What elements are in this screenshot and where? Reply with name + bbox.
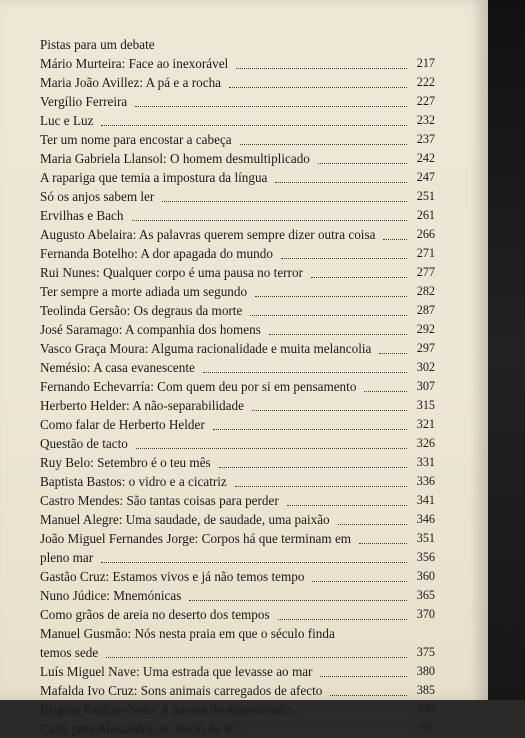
toc-leader bbox=[219, 467, 407, 468]
toc-leader bbox=[189, 600, 407, 601]
toc-entry bbox=[40, 529, 435, 548]
toc-entry bbox=[40, 339, 435, 358]
toc-title: Brigitte Paulino-Neto: A âncora de misericórdia bbox=[40, 702, 293, 717]
toc-title: João Miguel Fernandes Jorge: Corpos há que terminam em bbox=[40, 531, 352, 546]
toc-title: Como grãos de areia no deserto dos tempos bbox=[40, 607, 270, 622]
toc-leader bbox=[106, 657, 407, 658]
toc-leader bbox=[136, 448, 407, 449]
toc-title: Maria João Avillez: A pá e a rocha bbox=[40, 75, 222, 90]
toc-leader bbox=[359, 543, 407, 544]
toc-leader bbox=[101, 125, 407, 126]
toc-leader bbox=[235, 486, 407, 487]
toc-entry bbox=[40, 187, 435, 206]
toc-page-number: 365 bbox=[416, 588, 435, 602]
toc-title: Como falar de Herberto Helder bbox=[40, 417, 205, 432]
toc-entry bbox=[40, 301, 435, 320]
toc-entry bbox=[40, 415, 435, 434]
toc-leader bbox=[383, 239, 407, 240]
toc-page-number: 261 bbox=[416, 208, 435, 222]
toc-title: Fernando Echevarría: Com quem deu por si em pensamento bbox=[40, 379, 357, 394]
toc-title: Castro Mendes: São tantas coisas para perder bbox=[40, 493, 279, 508]
toc-leader bbox=[311, 277, 407, 278]
toc-page-number: 247 bbox=[416, 170, 435, 184]
toc-page-number: 237 bbox=[416, 132, 435, 146]
toc-leader bbox=[162, 201, 407, 202]
toc-leader bbox=[320, 676, 407, 677]
toc-entry bbox=[40, 358, 435, 377]
toc-leader bbox=[250, 315, 407, 316]
toc-title: Nemésio: A casa evanescente bbox=[40, 360, 195, 375]
toc-title: Teolinda Gersão: Os degraus da morte bbox=[40, 303, 243, 318]
toc-page-number: 380 bbox=[416, 664, 435, 678]
toc-leader bbox=[255, 296, 407, 297]
toc-title: Maria Gabriela Llansol: O homem desmultiplicado bbox=[40, 151, 310, 166]
toc-title: Manuel Gusmão: Nós nesta praia em que o século finda bbox=[40, 626, 335, 641]
toc-title: Ervilhas e Bach bbox=[40, 208, 124, 223]
toc-leader bbox=[245, 733, 407, 734]
toc-entry bbox=[40, 111, 435, 130]
toc-page-number: 227 bbox=[416, 94, 435, 108]
toc-title: pleno mar bbox=[40, 550, 94, 565]
toc-title: Ter sempre a morte adiada um segundo bbox=[40, 284, 248, 299]
toc-leader bbox=[236, 68, 407, 69]
toc-page-number: 385 bbox=[416, 683, 435, 697]
toc-page-number: 232 bbox=[416, 113, 435, 127]
toc-entry bbox=[40, 491, 435, 510]
toc-title: temos sede bbox=[40, 645, 99, 660]
toc-page-number: 321 bbox=[416, 417, 435, 431]
toc-entry bbox=[40, 662, 435, 681]
toc-page-number: 375 bbox=[416, 645, 435, 659]
toc-title: A rapariga que temia a impostura da língua bbox=[40, 170, 268, 185]
toc-entry bbox=[40, 54, 435, 73]
toc-title: Gastão Cruz: Estamos vivos e já não temos tempo bbox=[40, 569, 305, 584]
toc-entry bbox=[40, 700, 435, 719]
toc-page-number: 302 bbox=[416, 360, 435, 374]
toc-entry bbox=[40, 472, 435, 491]
toc-title: Vasco Graça Moura: Alguma racionalidade e muita melancolia bbox=[40, 341, 372, 356]
toc-page-number: 277 bbox=[416, 265, 435, 279]
toc-page-number: 287 bbox=[416, 303, 435, 317]
toc-entry bbox=[40, 377, 435, 396]
toc-entry bbox=[40, 605, 435, 624]
toc-leader bbox=[269, 334, 407, 335]
toc-page-number: 390 bbox=[416, 702, 435, 716]
toc-title: José Saramago: A companhia dos homens bbox=[40, 322, 261, 337]
toc-entry bbox=[40, 586, 435, 605]
toc-entry bbox=[40, 320, 435, 339]
background-edge bbox=[488, 0, 525, 700]
toc-entry bbox=[40, 681, 435, 700]
toc-title: Ruy Belo: Setembro é o teu mês bbox=[40, 455, 211, 470]
toc-leader bbox=[278, 619, 407, 620]
toc-entry bbox=[40, 719, 435, 738]
toc-leader bbox=[240, 144, 407, 145]
toc-leader bbox=[252, 410, 407, 411]
toc-entry bbox=[40, 643, 435, 662]
toc-page-number: 356 bbox=[416, 550, 435, 564]
toc-title: Augusto Abelaira: As palavras querem sempre dizer outra coisa bbox=[40, 227, 376, 242]
toc-leader bbox=[229, 87, 407, 88]
toc-entry bbox=[40, 567, 435, 586]
toc-entry bbox=[40, 453, 435, 472]
toc-leader bbox=[312, 581, 407, 582]
toc-page-number: 370 bbox=[416, 607, 435, 621]
toc-leader bbox=[275, 182, 407, 183]
toc-page-number: 336 bbox=[416, 474, 435, 488]
toc-page-number: 251 bbox=[416, 189, 435, 203]
toc-title: Mário Murteira: Face ao inexorável bbox=[40, 56, 229, 71]
toc-page-number: 242 bbox=[416, 151, 435, 165]
toc-leader bbox=[132, 220, 408, 221]
toc-title: Vergílio Ferreira bbox=[40, 94, 128, 109]
toc-page-number: 351 bbox=[416, 531, 435, 545]
toc-title: Luc e Luz bbox=[40, 113, 94, 128]
toc-leader bbox=[338, 524, 407, 525]
toc-leader bbox=[135, 106, 407, 107]
toc-page-number: 331 bbox=[416, 455, 435, 469]
toc-page-number: 341 bbox=[416, 493, 435, 507]
toc-leader bbox=[287, 505, 407, 506]
toc-entry bbox=[40, 225, 435, 244]
toc-page-number: 346 bbox=[416, 512, 435, 526]
toc-leader bbox=[281, 258, 407, 259]
toc-page-number: 222 bbox=[416, 75, 435, 89]
toc-entry bbox=[40, 149, 435, 168]
toc-title: Manuel Alegre: Uma saudade, de saudade, uma paixão bbox=[40, 512, 330, 527]
toc-entry bbox=[40, 130, 435, 149]
toc-entry bbox=[40, 92, 435, 111]
toc-page-number: 282 bbox=[416, 284, 435, 298]
toc-entry bbox=[40, 73, 435, 92]
toc-leader bbox=[213, 429, 407, 430]
toc-page-number: 307 bbox=[416, 379, 435, 393]
toc-entry bbox=[40, 206, 435, 225]
toc-page-number: 266 bbox=[416, 227, 435, 241]
toc-title: Baptista Bastos: o vidro e a cicatriz bbox=[40, 474, 227, 489]
toc-entry bbox=[40, 263, 435, 282]
toc-page-number: 271 bbox=[416, 246, 435, 260]
toc-title: Carta para Alexandra, no início de 97 bbox=[40, 721, 238, 736]
toc-entry bbox=[40, 434, 435, 453]
toc-title: Luís Miguel Nave: Uma estrada que levasse ao mar bbox=[40, 664, 313, 679]
toc-entry bbox=[40, 35, 435, 54]
toc-entry bbox=[40, 168, 435, 187]
toc-page-number: 292 bbox=[416, 322, 435, 336]
toc-title: Só os anjos sabem ler bbox=[40, 189, 155, 204]
toc-title: Mafalda Ivo Cruz: Sons animais carregados de afecto bbox=[40, 683, 323, 698]
toc-page-number: 395 bbox=[416, 721, 435, 735]
toc-entry bbox=[40, 624, 435, 643]
table-of-contents bbox=[40, 35, 435, 738]
toc-title: Herberto Helder: A não-separabilidade bbox=[40, 398, 244, 413]
toc-title: Rui Nunes: Qualquer corpo é uma pausa no terror bbox=[40, 265, 303, 280]
toc-page-number: 217 bbox=[416, 56, 435, 70]
toc-entry bbox=[40, 282, 435, 301]
toc-title: Nuno Júdice: Mnemónicas bbox=[40, 588, 182, 603]
toc-leader bbox=[101, 562, 407, 563]
toc-page-number: 297 bbox=[416, 341, 435, 355]
toc-title: Pistas para um debate bbox=[40, 37, 155, 52]
toc-entry bbox=[40, 548, 435, 567]
toc-title: Ter um nome para encostar a cabeça bbox=[40, 132, 232, 147]
toc-entry bbox=[40, 244, 435, 263]
toc-leader bbox=[379, 353, 407, 354]
toc-leader bbox=[330, 695, 407, 696]
toc-title: Questão de tacto bbox=[40, 436, 128, 451]
toc-page-number: 360 bbox=[416, 569, 435, 583]
toc-leader bbox=[203, 372, 407, 373]
toc-entry bbox=[40, 510, 435, 529]
toc-page-number: 326 bbox=[416, 436, 435, 450]
toc-page-number: 315 bbox=[416, 398, 435, 412]
toc-entry bbox=[40, 396, 435, 415]
toc-leader bbox=[364, 391, 407, 392]
toc-leader bbox=[300, 714, 407, 715]
toc-title: Fernanda Botelho: A dor apagada do mundo bbox=[40, 246, 273, 261]
toc-leader bbox=[318, 163, 407, 164]
